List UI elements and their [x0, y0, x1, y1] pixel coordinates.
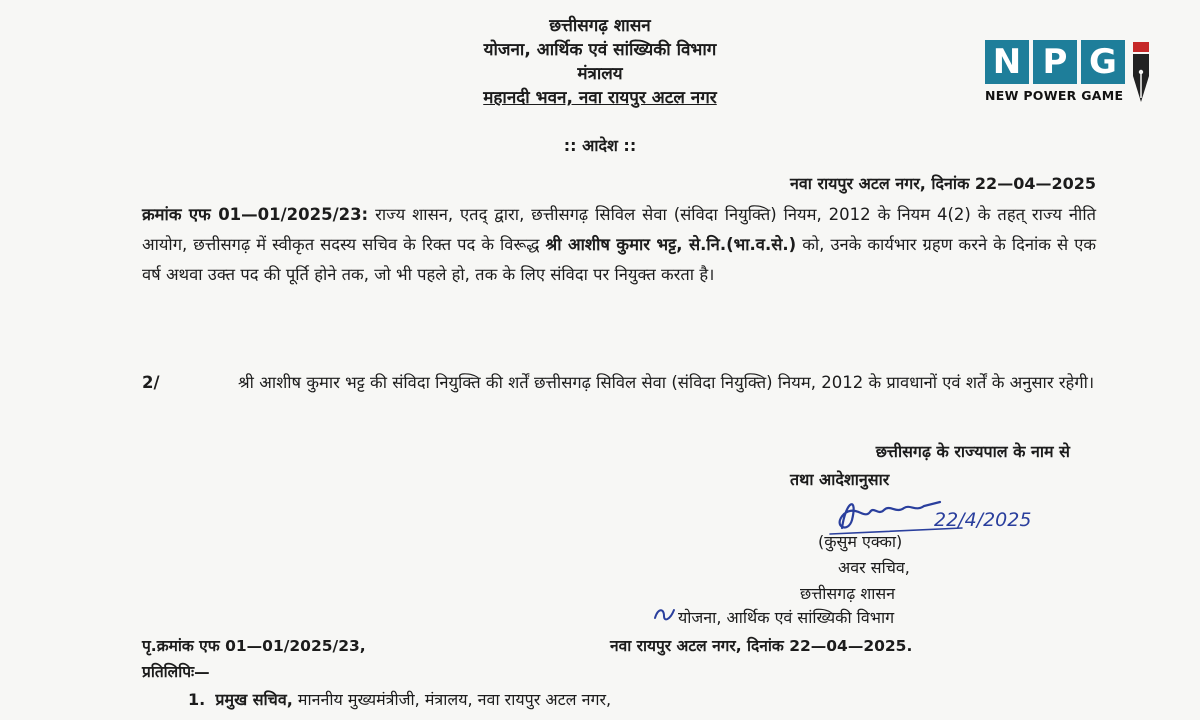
order-title: :: आदेश :: [563, 136, 637, 155]
paragraph-2 [142, 368, 1096, 430]
npg-logo [985, 40, 1160, 108]
logo-letter-g: G [1081, 40, 1125, 84]
governor-name-line: छत्तीसगढ़ के राज्यपाल के नाम से [875, 442, 1070, 461]
copy-item-1 [188, 688, 611, 710]
copy-item-1-recipient: प्रमुख सचिव, [215, 690, 293, 709]
para1-text-a: राज्य शासन, एतद् द्वारा, छत्तीसगढ़ सिविल सेवा (संविदा नियुक्ति) नियम, 2012 के नियम 4(2) के तहत् राज्य नीति आयोग, छत्तीसगढ़ में स्वीकृत सदस्य सचिव के रिक्त पद के विरूद्ध [142, 205, 1096, 254]
paragraph-1 [142, 200, 1096, 352]
para2-text: श्री आशीष कुमार भट्ट की संविदा नियुक्ति की शर्तें छत्तीसगढ़ सिविल सेवा (संविदा नियुक्ति) नियम, 2012 के प्रावधानों एवं शर्तें के अनुसार रहेगी। [238, 373, 1095, 392]
endorsement-place-date: नवा रायपुर अटल नगर, दिनांक 22—04—2025. [610, 637, 913, 655]
office-address: महानदी भवन, नवा रायपुर अटल नगर [483, 88, 717, 108]
endorsement-reference: पृ.क्रमांक एफ 01—01/2025/23, [142, 637, 366, 655]
signature-date: 22/4/2025 [934, 509, 1032, 531]
place-date: नवा रायपुर अटल नगर, दिनांक 22—04—2025 [789, 174, 1096, 193]
copy-to-label: प्रतिलिपिः— [142, 663, 210, 681]
appointee-name: श्री आशीष कुमार भट्ट, से.नि.(भा.व.से.) [545, 235, 797, 254]
logo-subtitle: NEW POWER GAME [985, 88, 1124, 103]
govt-name: छत्तीसगढ़ शासन [549, 16, 651, 36]
signatory-office: छत्तीसगढ़ शासन [800, 584, 896, 603]
copy-item-1-number: 1. [188, 690, 206, 709]
logo-letter-n: N [985, 40, 1029, 84]
para1-text-b: को, उनके कार्यभार ग्रहण करने के दिनांक से एक वर्ष अथवा उक्त पद की पूर्ति होने तक, जो भी पहले हो, तक के लिए संविदा पर नियुक्त करता है। [142, 235, 1096, 284]
document-header [300, 14, 900, 110]
department-name: योजना, आर्थिक एवं सांख्यिकी विभाग [483, 40, 717, 60]
para2-number: 2/ [142, 373, 160, 392]
by-order-line: तथा आदेशानुसार [790, 470, 890, 489]
signatory-designation: अवर सचिव, [838, 558, 910, 577]
copy-item-1-text: माननीय मुख्यमंत्रीजी, मंत्रालय, नवा रायपुर अटल नगर, [292, 690, 612, 709]
ministry-name: मंत्रालय [577, 64, 623, 84]
ink-mark-icon [652, 604, 678, 624]
signatory-department: योजना, आर्थिक एवं सांख्यिकी विभाग [678, 608, 895, 627]
signatory-name: (कुसुम एक्का) [818, 532, 903, 551]
order-reference: क्रमांक एफ 01—01/2025/23: [142, 205, 369, 224]
logo-letter-p: P [1033, 40, 1077, 84]
